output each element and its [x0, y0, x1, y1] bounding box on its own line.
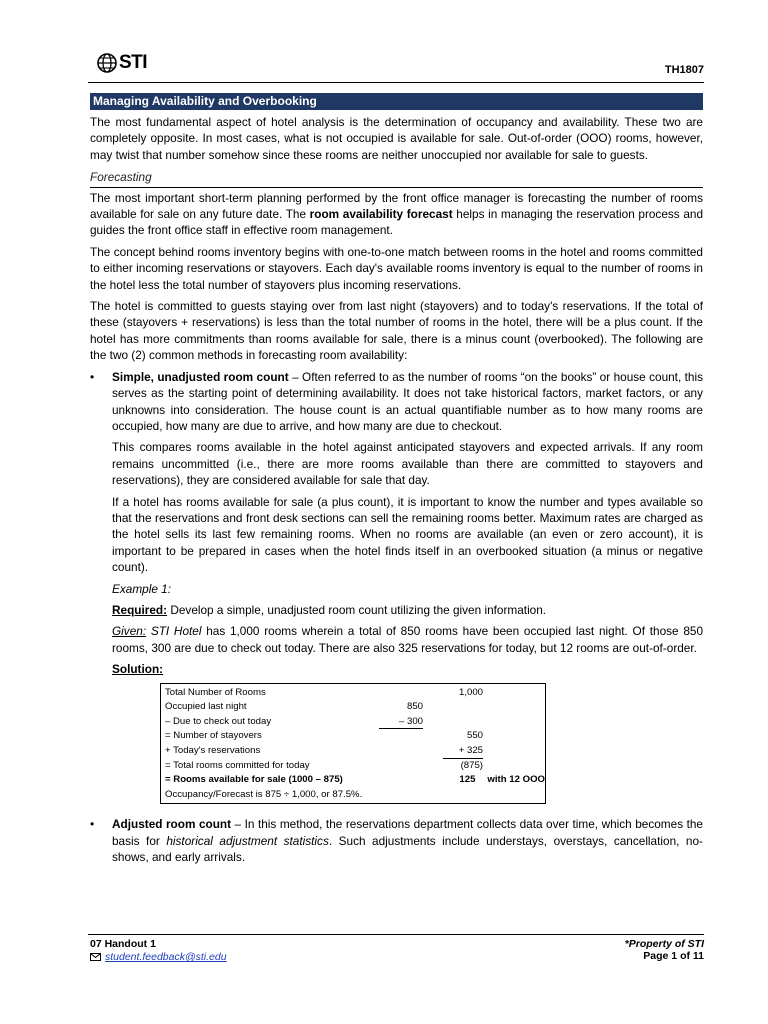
- footer-right: [625, 938, 704, 962]
- email-line: [90, 951, 227, 963]
- footer-divider: [88, 934, 704, 935]
- table-row: = Total rooms committed for today (875): [165, 759, 483, 771]
- room-count-table: [160, 683, 546, 805]
- method1-paragraph-3: If a hotel has rooms available for sale (a plus count), it is important to know the number and types available so that the reservations and front desk sections can sell the remaining rooms better. Maximum rates are charged as the hotel sells its last few remaining rooms. When no rooms are available (an even or zero account), it is important to be prepared in cases when the hotel finds itself in an overbooked situation (a minus or negative count).: [112, 494, 703, 575]
- handout-label: 07 Handout 1: [90, 938, 156, 950]
- list-item-simple-count: • Simple, unadjusted room count – Often referred to as the number of rooms “on the books” or house count, this serves as the starting point of determining availability. It does not take historical factors, market factors, or any unknowns into consideration. The house count is an actual quantifiable number as to how many rooms are occupied, how many are due to arrive, and how many are due to checkout. This compares rooms available in the hotel against anticipated stayovers and expected arrivals. If any room remains uncommitted (i.e., there are more rooms available than there are committed to stayovers and reservations), they are considered available for sale that day. If a hotel has rooms available for sale (a plus count), it is important to know the number and types available so that the reservations and front desk sections can sell the remaining rooms better. Maximum rates are charged as the hotel sells its last few remaining rooms. When no rooms are available (an even or zero account), it is important to be prepared in cases when the hotel finds itself in an overbooked situation (a minus or negative count). Example 1: Required: Develop a simple, unadjusted room count utilizing the given information. Given: STI Hotel has 1,000 rooms wherein a total of 850 rooms have been occupied last night. Of those 850 rooms, 300 are due to check out today. There are also 325 reservations for today, but 12 rooms are out-of-order. Solution:: [90, 369, 704, 677]
- list-item-adjusted-count: • Adjusted room count – In this method, the reservations department collects data over time, which becomes the basis for historical adjustment statistics. Such adjustments include understays, overstays, cancellation, no-shows, and early arrivals.: [90, 817, 703, 865]
- page-number: Page 1 of 11: [643, 950, 704, 962]
- method1-paragraph-2: This compares rooms available in the hotel against anticipated stayovers and expected arrivals. If any room remains uncommitted (i.e., there are more rooms available than there are committed to stayovers and reservations), they are considered available for sale that day.: [112, 440, 703, 488]
- required-line: Required: Develop a simple, unadjusted room count utilizing the given information.: [112, 602, 547, 617]
- globe-icon: [96, 52, 118, 74]
- methods-list-continued: [90, 816, 703, 865]
- table-row: = Number of stayovers 550: [165, 730, 483, 742]
- intro-paragraph: The most fundamental aspect of hotel analysis is the determination of occupancy and availability. These two are completely opposite. In most cases, what is not occupied is available for sale. Out-of-order (OOO) rooms, however, may twist that number somehow since these rooms are neither unoccupied nor available for sale to guests.: [90, 115, 703, 162]
- solution-label: Solution:: [112, 662, 164, 677]
- section-title: Managing Availability and Overbooking: [90, 93, 703, 110]
- forecasting-paragraph-2: The concept behind rooms inventory begins with one-to-one match between rooms in the hotel and rooms committed to either incoming reservations or stayovers. Each day's available rooms inventory is equal to the number of rooms in the hotel less the total number of stayovers plus incoming reservations.: [90, 244, 703, 292]
- footer-left: [90, 938, 227, 963]
- table-row: = Rooms available for sale (1000 – 875) 125 with 12 OOO: [165, 774, 545, 786]
- envelope-icon: [90, 953, 101, 961]
- given-line: Given: STI Hotel has 1,000 rooms wherein a total of 850 rooms have been occupied last night. Of those 850 rooms, 300 are due to check out today. There are also 325 reservations for today, but 12 rooms are out-of-order.: [112, 624, 704, 655]
- bullet-icon: •: [90, 817, 95, 832]
- table-row: Occupancy/Forecast is 875 ÷ 1,000, or 87.5%.: [165, 788, 363, 800]
- forecasting-paragraph-1: The most important short-term planning performed by the front office manager is forecasting the number of rooms available for sale on any future date. The room availability forecast helps in managing the reservation process and guides the front office staff in effective room management.: [90, 190, 703, 238]
- table-row: – Due to check out today – 300: [165, 715, 545, 730]
- logo-text: STI: [119, 52, 148, 73]
- table-row: + Today's reservations + 325: [165, 744, 545, 759]
- main-content: [90, 93, 703, 871]
- table-row: Total Number of Rooms 1,000: [165, 686, 483, 698]
- document-code: TH1807: [664, 64, 704, 76]
- property-note: *Property of STI: [624, 938, 704, 950]
- methods-list: [90, 369, 703, 678]
- header-divider: [88, 82, 704, 83]
- forecasting-paragraph-3: The hotel is committed to guests staying over from last night (stayovers) and to today's reservations. If the total of these (stayovers + reservations) is less than the total number of rooms in the hotel, there will be a plus count. If the hotel has more commitments than rooms available for sale, there is a minus count (overbooked). The following are the two (2) common methods in forecasting room availability:: [90, 299, 703, 363]
- bullet-icon: •: [90, 369, 95, 384]
- sti-logo: [96, 52, 147, 74]
- feedback-email-link[interactable]: student.feedback@sti.edu: [105, 951, 227, 963]
- table-row: Occupied last night 850: [165, 701, 423, 713]
- example-label: Example 1:: [112, 581, 172, 596]
- forecasting-heading: Forecasting: [90, 169, 703, 187]
